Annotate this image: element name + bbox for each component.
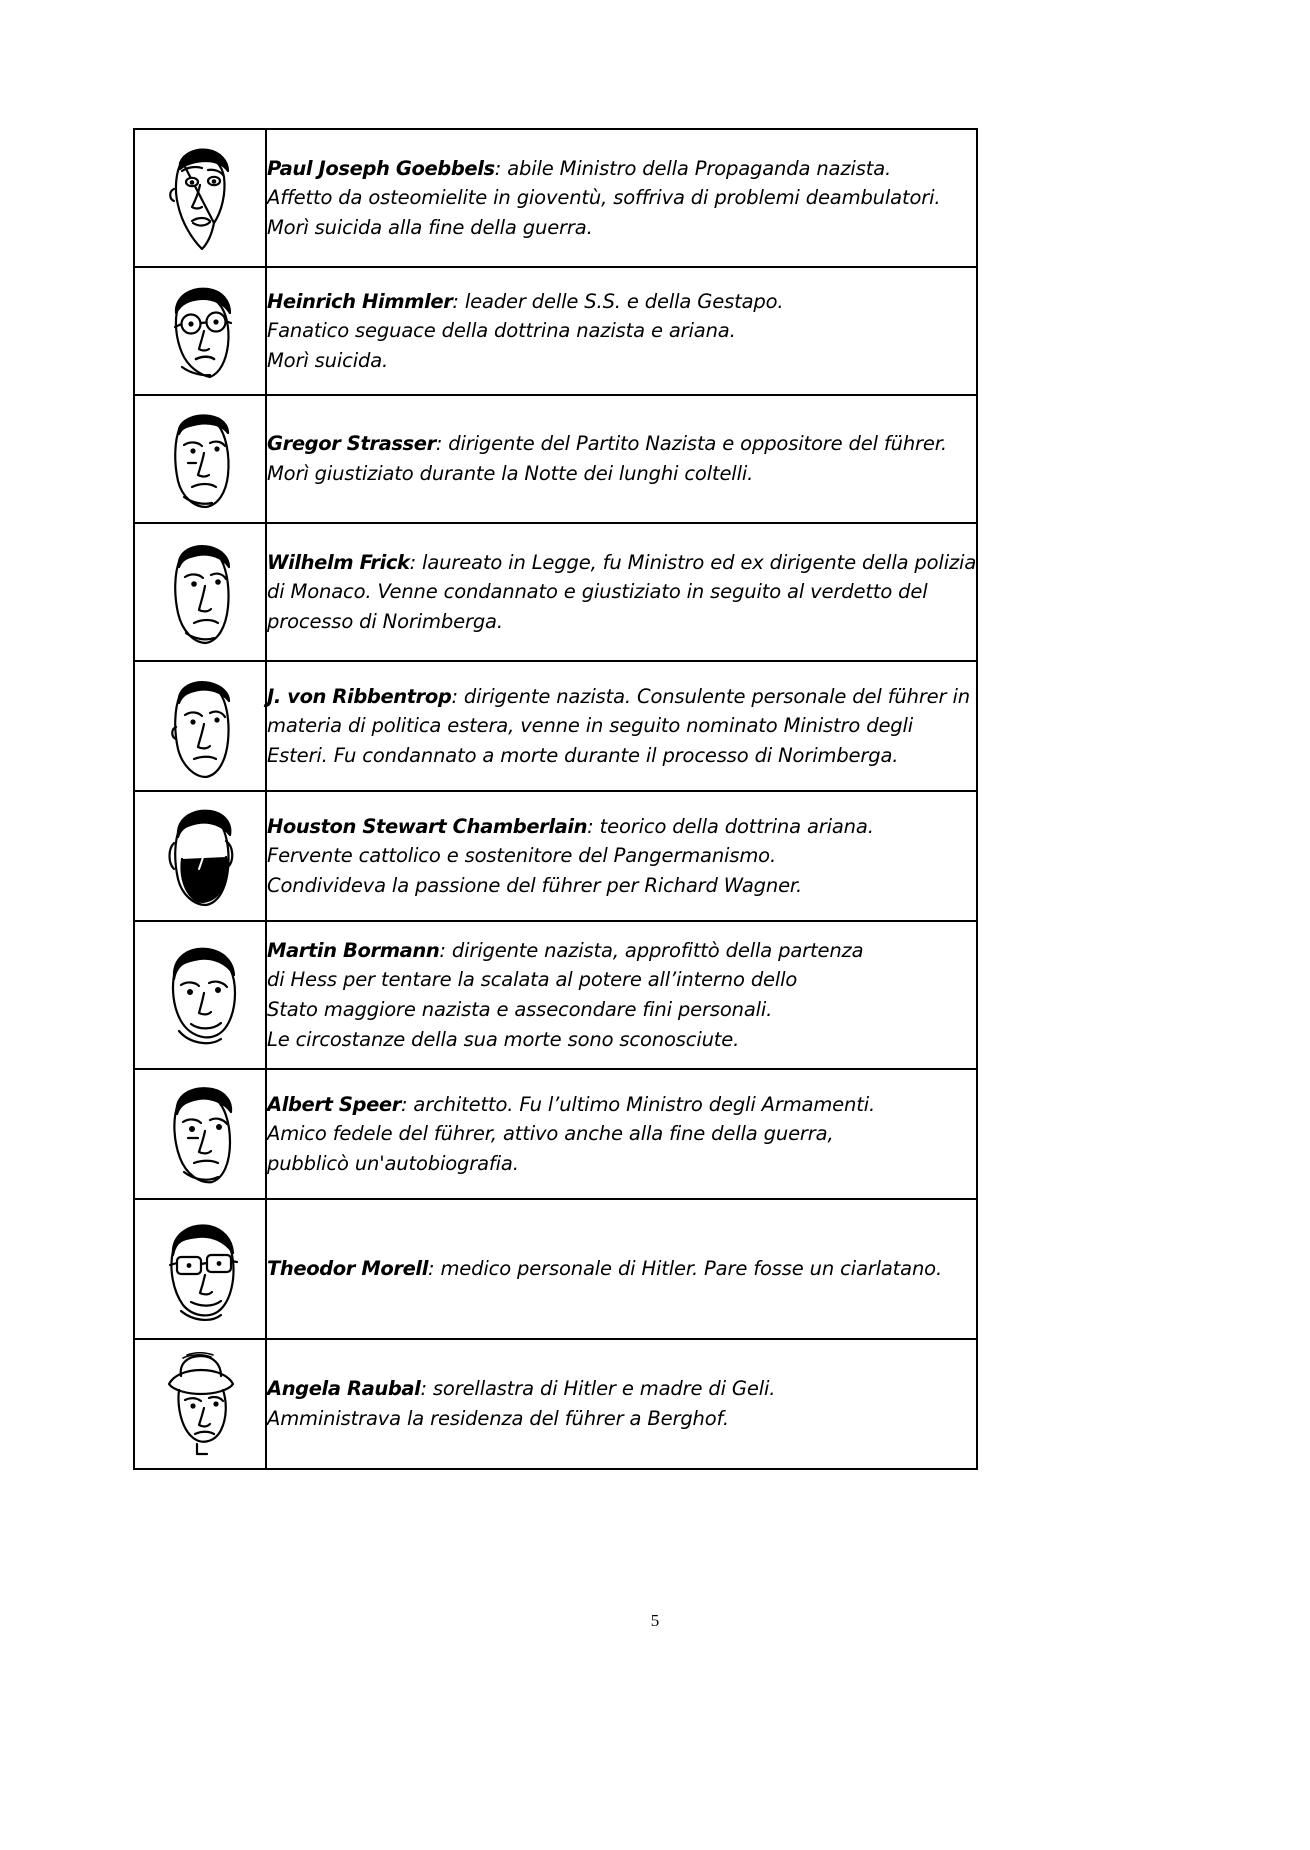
portrait-cell (134, 523, 266, 661)
person-name: Theodor Morell (267, 1257, 428, 1281)
description-text: Amico fedele del (267, 1122, 434, 1146)
emphasis-text: führer (433, 1122, 491, 1146)
paul-joseph-goebbels-portrait (152, 137, 248, 259)
portrait-cell (134, 129, 266, 267)
description-line (267, 154, 976, 184)
person-description (267, 287, 976, 376)
description-text: materia di politica estera, venne in seguito nominato Ministro degli (267, 714, 914, 738)
person-description (267, 548, 976, 637)
portrait-cell (134, 267, 266, 395)
description-line (267, 682, 976, 712)
person-name: Angela Raubal (267, 1377, 421, 1401)
description-line (267, 871, 976, 901)
description-text: Morì suicida. (267, 348, 389, 372)
description-line (267, 1374, 976, 1404)
portrait-cell (134, 661, 266, 791)
description-text: . (940, 432, 947, 456)
emphasis-text: führer (887, 684, 947, 708)
people-table-body (134, 129, 977, 1469)
person-name: Heinrich Himmler (267, 289, 453, 313)
heinrich-himmler-portrait (152, 273, 248, 389)
table-row (134, 921, 977, 1069)
description-cell (266, 921, 977, 1069)
description-line (267, 287, 976, 317)
description-text: : dirigente nazista, approfittò della partenza (439, 938, 864, 962)
description-text: : dirigente nazista. Consulente personale del (451, 684, 888, 708)
person-name: Paul Joseph Goebbels (267, 156, 495, 180)
description-line (267, 1090, 976, 1120)
people-table (133, 128, 978, 1470)
emphasis-text: führer (541, 873, 601, 897)
description-line (267, 995, 976, 1025)
description-text: Affetto da osteomielite in gioventù, soffriva di problemi deambulatori. (267, 186, 941, 210)
description-text: Fervente cattolico e sostenitore del Pangermanismo. (267, 844, 777, 868)
description-line (267, 841, 976, 871)
description-line (267, 936, 976, 966)
description-text: di Monaco. Venne condannato e giustiziato in seguito al verdetto del (267, 580, 928, 604)
table-row (134, 129, 977, 267)
description-text: processo di Norimberga. (267, 609, 503, 633)
description-line (267, 607, 976, 637)
person-name: Wilhelm Frick (267, 550, 410, 574)
people-table-container (133, 128, 978, 1470)
page-number: 5 (650, 1611, 660, 1630)
person-description (267, 812, 976, 901)
description-text: a Berghof. (623, 1407, 729, 1430)
description-text: in (946, 684, 970, 708)
description-text: pubblicò un'autobiografia. (267, 1151, 519, 1175)
description-text: : laureato in Legge, fu Ministro ed ex dirigente della polizia (409, 550, 977, 574)
description-cell (266, 791, 977, 921)
portrait-cell (134, 1199, 266, 1339)
description-line (267, 1119, 976, 1149)
description-line (267, 183, 976, 213)
description-cell (266, 523, 977, 661)
description-cell (266, 129, 977, 267)
description-cell (266, 661, 977, 791)
description-text: Esteri. Fu condannato a morte durante il processo di Norimberga. (267, 743, 899, 767)
description-line (267, 965, 976, 995)
description-line (267, 711, 976, 741)
description-text: Stato maggiore nazista e assecondare fini personali. (267, 998, 773, 1021)
description-line (267, 316, 976, 346)
description-text: di Hess per tentare la scalata al potere all’interno dello (267, 968, 798, 992)
houston-stewart-chamberlain-portrait (152, 797, 248, 915)
description-line (267, 1254, 976, 1284)
description-text: , attivo anche alla fine della guerra, (490, 1122, 834, 1146)
description-text: : architetto. Fu l’ultimo Ministro degli Armamenti. (400, 1092, 876, 1116)
person-name: Houston Stewart Chamberlain (267, 814, 588, 838)
table-row (134, 1069, 977, 1199)
table-row (134, 395, 977, 523)
description-text: : abile Ministro della Propaganda nazista. (494, 156, 892, 180)
person-name: Gregor Strasser (267, 432, 436, 456)
description-text: Morì giustiziato durante la Notte dei lunghi coltelli. (267, 462, 754, 485)
description-cell (266, 1069, 977, 1199)
person-description (267, 154, 976, 243)
table-row (134, 661, 977, 791)
albert-speer-portrait (152, 1074, 248, 1194)
portrait-cell (134, 921, 266, 1069)
table-row (134, 1339, 977, 1469)
description-line (267, 812, 976, 842)
description-text: Le circostanze della sua morte sono sconosciute. (267, 1027, 740, 1051)
description-text: : medico personale di Hitler. Pare fosse un ciarlatano. (427, 1257, 943, 1281)
description-text: : (452, 289, 465, 313)
emphasis-text: führer (564, 1407, 624, 1430)
description-line (267, 429, 976, 459)
portrait-cell (134, 395, 266, 523)
person-name: Albert Speer (267, 1092, 401, 1116)
portrait-cell (134, 1069, 266, 1199)
person-description (267, 1254, 976, 1284)
description-line (267, 459, 976, 489)
description-text: Amministrava la residenza del (267, 1407, 565, 1430)
table-row (134, 791, 977, 921)
emphasis-text: führer (883, 432, 941, 456)
description-line (267, 741, 976, 771)
description-cell (266, 1199, 977, 1339)
person-description (267, 429, 976, 488)
person-description (267, 1374, 976, 1433)
description-line (267, 548, 976, 578)
theodor-morell-portrait (151, 1205, 249, 1333)
description-line (267, 1025, 976, 1055)
wilhelm-frick-portrait (152, 531, 248, 653)
description-line (267, 1404, 976, 1434)
description-text: : sorellastra di Hitler e madre di Geli. (420, 1377, 776, 1401)
description-cell (266, 1339, 977, 1469)
description-line (267, 213, 976, 243)
description-text: Morì suicida alla fine della guerra. (267, 215, 593, 239)
description-text: delle S.S. e della Gestapo. (525, 289, 784, 313)
description-text: per Richard Wagner. (600, 873, 803, 897)
description-cell (266, 395, 977, 523)
angela-raubal-portrait (151, 1342, 249, 1466)
gregor-strasser-portrait (152, 401, 248, 517)
description-text: : dirigente del Partito Nazista e oppositore del (435, 432, 884, 456)
joachim-von-ribbentrop-portrait (152, 667, 248, 785)
person-description (267, 682, 976, 771)
description-text: : teorico della dottrina ariana. (587, 814, 874, 838)
description-line (267, 1149, 976, 1179)
description-cell (266, 267, 977, 395)
portrait-cell (134, 1339, 266, 1469)
person-description (267, 936, 976, 1055)
person-name: J. von Ribbentrop (267, 684, 452, 708)
martin-bormann-portrait (151, 931, 249, 1059)
description-line (267, 346, 976, 376)
table-row (134, 523, 977, 661)
person-description (267, 1090, 976, 1179)
description-line (267, 577, 976, 607)
table-row (134, 267, 977, 395)
person-name: Martin Bormann (267, 938, 440, 962)
description-text: Fanatico seguace della dottrina nazista e ariana. (267, 319, 736, 343)
table-row (134, 1199, 977, 1339)
portrait-cell (134, 791, 266, 921)
description-text: Condivideva la passione del (267, 873, 542, 897)
emphasis-text: leader (464, 289, 526, 313)
